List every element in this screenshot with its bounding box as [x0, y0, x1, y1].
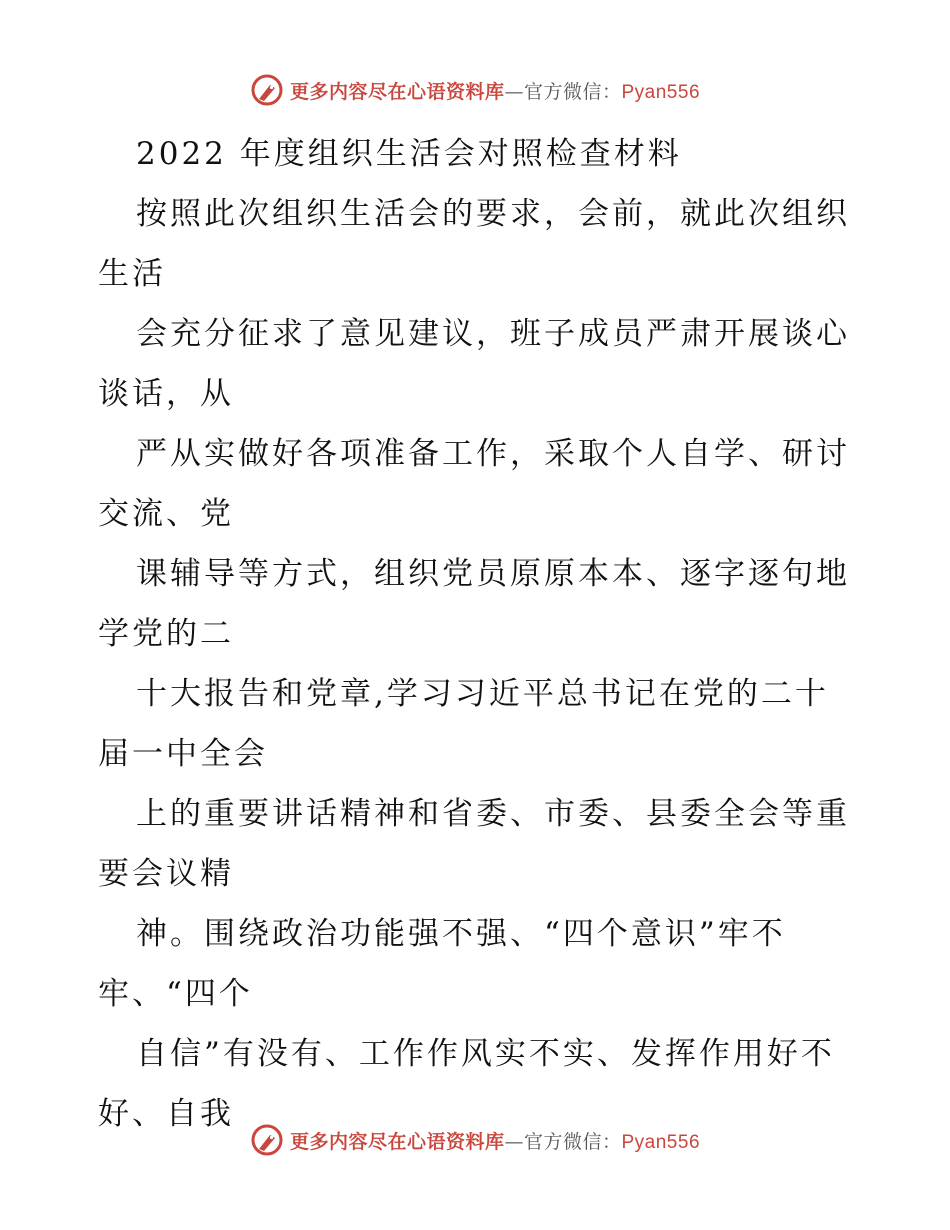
pen-logo-icon: [250, 1123, 284, 1157]
banner-wechat-label: 官方微信：: [523, 80, 622, 103]
paragraph-line: 谈话，从: [98, 376, 234, 412]
banner-text: [290, 1127, 700, 1154]
paragraph-line: 十大报告和党章,学习习近平总书记在党的二十: [136, 676, 829, 712]
paragraph-line: 严从实做好各项准备工作，采取个人自学、研讨: [136, 436, 850, 472]
paragraph-line: 按照此次组织生活会的要求，会前，就此次组织: [136, 196, 850, 232]
document-body: [98, 124, 858, 1144]
paragraph-line: 好、自我: [98, 1096, 234, 1132]
paragraph-line: 学党的二: [98, 616, 234, 652]
document-title: 2022 年度组织生活会对照检查材料: [136, 136, 682, 172]
banner-main-text: 更多内容尽在心语资料库: [289, 80, 505, 103]
banner-text: [290, 77, 700, 104]
paragraph-line: 届一中全会: [98, 736, 268, 772]
paragraph-line: 自信”有没有、工作作风实不实、发挥作用好不: [136, 1036, 835, 1072]
paragraph-line: 上的重要讲话精神和省委、市委、县委全会等重: [136, 796, 850, 832]
footer-banner: [0, 1120, 950, 1160]
paragraph-line: 要会议精: [98, 856, 234, 892]
banner-wechat-id: Pyan556: [621, 1131, 701, 1153]
paragraph-line: 会充分征求了意见建议，班子成员严肃开展谈心: [136, 316, 850, 352]
header-banner: [0, 70, 950, 110]
banner-dash: —: [504, 80, 524, 103]
paragraph-line: 牢、“四个: [98, 976, 253, 1012]
banner-wechat-label: 官方微信：: [523, 1130, 622, 1153]
pen-logo-icon: [250, 73, 284, 107]
paragraph-line: 交流、党: [98, 496, 234, 532]
paragraph-line: 神。围绕政治功能强不强、“四个意识”牢不: [136, 916, 786, 952]
banner-wechat-id: Pyan556: [621, 81, 701, 103]
banner-dash: —: [504, 1130, 524, 1153]
banner-main-text: 更多内容尽在心语资料库: [289, 1130, 505, 1153]
paragraph-line: 课辅导等方式，组织党员原原本本、逐字逐句地: [136, 556, 850, 592]
paragraph-line: 生活: [98, 256, 166, 292]
